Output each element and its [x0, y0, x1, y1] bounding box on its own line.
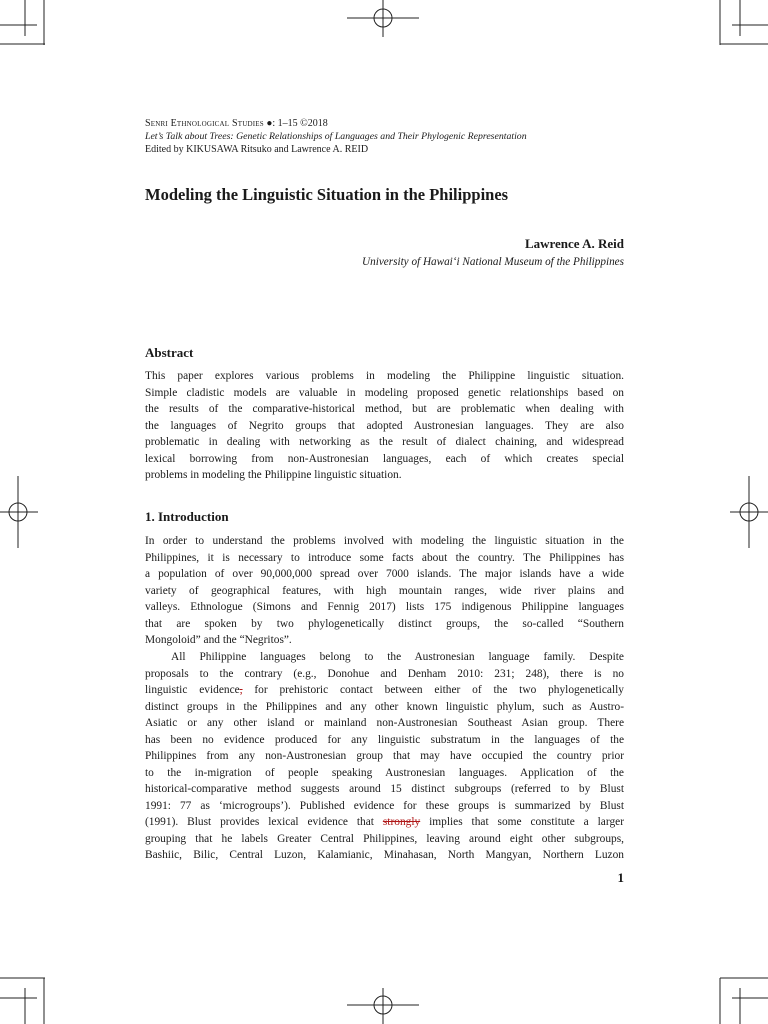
abstract-line: the results of the comparative-historical method, but are problematic when dealing with: [145, 403, 624, 415]
abstract-line: Simple cladistic models are valuable in modeling proposed genetic relationships based on: [145, 386, 624, 399]
text-line: Philippines, it is necessary to introduce some facts about the country. The Philippines has: [145, 551, 624, 564]
author-affiliation: University of Hawai‘i National Museum of the Philippines: [362, 256, 624, 268]
series-name: Senri Ethnological Studies: [145, 118, 264, 129]
text-line: [145, 814, 624, 831]
paper-title: Modeling the Linguistic Situation in the Philippines: [145, 185, 509, 204]
text-line: [145, 682, 624, 699]
text-line: Mongoloid” and the “Negritos”.: [145, 634, 292, 646]
abstract-heading: Abstract: [145, 345, 194, 360]
page-number: 1: [617, 870, 624, 885]
text-line: has been no evidence produced for any linguistic substratum in the languages of the: [145, 733, 624, 746]
abstract-line: problems in modeling the Philippine linguistic situation.: [145, 469, 402, 481]
text-line: to the in-migration of people speaking Austronesian languages. Application of the: [145, 766, 624, 779]
text-line: variety of geographical features, with high mountain ranges, wide river plains and: [145, 584, 624, 597]
introduction-paragraph-2: [145, 649, 624, 864]
abstract-line: the languages of Negrito groups that adopted Austronesian languages. They are also: [145, 419, 624, 432]
text-line: In order to understand the problems involved with modeling the linguistic situation in the: [145, 535, 624, 547]
abstract-line: lexical borrowing from non-Austronesian languages, each of which creates special: [145, 452, 624, 465]
text-line: that are spoken by two phylogenetically distinct groups, the so-called “Southern: [145, 617, 624, 630]
abstract-line: This paper explores various problems in modeling the Philippine linguistic situation.: [145, 370, 624, 382]
editors-line: Edited by KIKUSAWA Ritsuko and Lawrence A. REID: [145, 144, 369, 155]
abstract-line: problematic in dealing with networking as the result of dialect chaining, and widespread: [145, 436, 624, 448]
text-segment: for prehistoric contact between either of the two phylogenetically: [242, 684, 624, 696]
text-line: valleys. Ethnologue (Simons and Fennig 2017) lists 175 indigenous Philippine languages: [145, 601, 624, 613]
introduction-heading: 1. Introduction: [145, 509, 229, 524]
text-line: 1991: 77 as ‘microgroups’). Published evidence for these groups is summarized by Blust: [145, 799, 624, 812]
author-name: Lawrence A. Reid: [524, 236, 624, 251]
running-header: [145, 117, 527, 156]
text-segment: linguistic evidence: [145, 684, 240, 696]
text-line: historical-comparative method suggests around 15 distinct subgroups (referred to by Blust: [145, 783, 624, 795]
abstract-text: [145, 368, 624, 484]
introduction-paragraph-1: [145, 533, 624, 649]
book-title: Let’s Talk about Trees: Genetic Relationships of Languages and Their Phylogenic Representation: [145, 131, 527, 142]
text-segment: implies that some constitute a larger: [420, 816, 624, 828]
text-line: Bashiic, Bilic, Central Luzon, Kalamianic, Minahasan, North Mangyan, Northern Luzon: [145, 849, 624, 861]
text-segment: (1991). Blust provides lexical evidence that: [145, 816, 383, 828]
text-line: Philippines from any non-Austronesian group that may have occupied the country prior: [145, 750, 624, 762]
text-line: a population of over 90,000,000 spread over 7000 islands. The major islands have a wide: [145, 568, 624, 580]
text-line: proposals to the contrary (e.g., Donohue and Denham 2010: 231; 248), there is no: [145, 667, 624, 680]
text-line: Asiatic or any other island or mainland non-Austronesian Southeast Asian group. There: [145, 717, 624, 729]
series-info: ●: 1–15 ©2018: [263, 118, 328, 129]
tracked-deletion: strongly: [382, 816, 421, 828]
text-line: grouping that he labels Greater Central Philippines, leaving around eight other subgroups,: [145, 832, 624, 845]
text-line: distinct groups in the Philippines and any other known linguistic phylum, such as Austro-: [145, 700, 624, 713]
series-line: [145, 117, 527, 130]
text-line: All Philippine languages belong to the Austronesian language family. Despite: [171, 651, 624, 663]
tracked-deletion: ,: [239, 684, 243, 696]
